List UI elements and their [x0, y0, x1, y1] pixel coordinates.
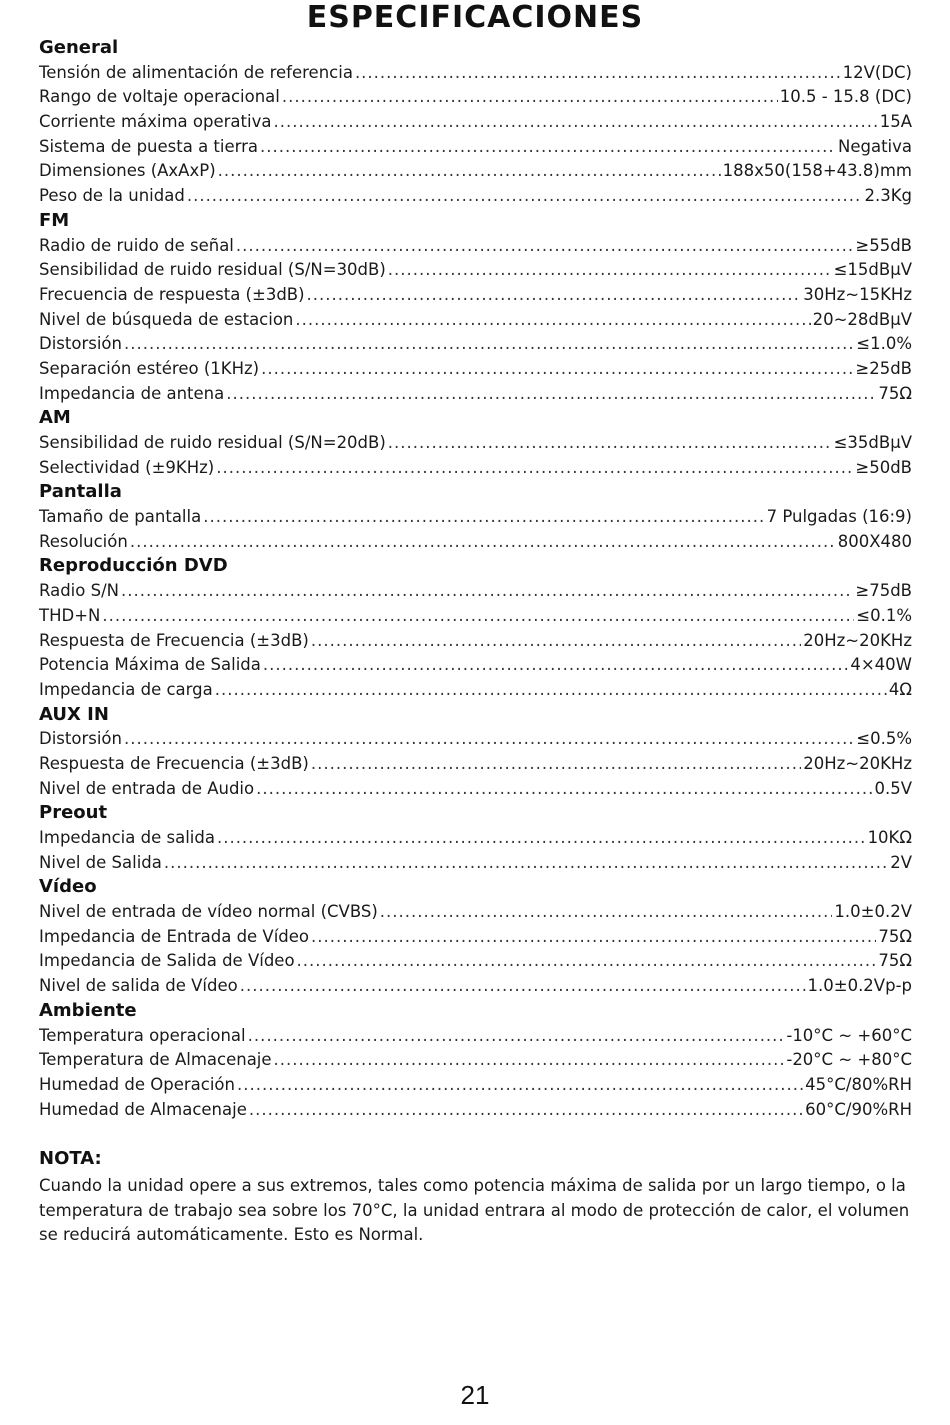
spec-row: [39, 258, 912, 283]
spec-value: ≤15dBμV: [833, 260, 912, 280]
section-heading: AUX IN: [39, 703, 109, 725]
dot-leader: [261, 357, 853, 382]
spec-label: Respuesta de Frecuencia (±3dB): [39, 753, 309, 773]
spec-value: ≤35dBμV: [833, 433, 912, 452]
spec-label: Frecuencia de respuesta (±3dB): [39, 284, 305, 304]
section-heading: Pantalla: [39, 481, 122, 503]
spec-value: 75Ω: [878, 383, 912, 403]
page-number: 21: [460, 1380, 490, 1410]
spec-value: 75Ω: [878, 926, 912, 946]
spec-value: 20~28dBμV: [812, 309, 912, 329]
dot-leader: [256, 777, 872, 802]
dot-leader: [248, 1024, 785, 1049]
dot-leader: [216, 456, 853, 481]
spec-row: [39, 505, 912, 530]
spec-value: 800X480: [837, 531, 912, 551]
note-text: Cuando la unidad opere a sus extremos, tales como potencia máxima de salida por un largo tiempo, o la temperatura de trabajo sea sobre los 70°C, la unidad entrara al modo de protección de calor, el volumen se reducirá automáticamente. Esto es Normal.: [39, 1176, 910, 1244]
spec-label: Sensibilidad de ruido residual (S/N=30dB): [39, 260, 386, 280]
spec-row: [39, 727, 912, 752]
spec-value: 20Hz~20KHz: [803, 753, 912, 773]
spec-label: Distorsión: [39, 334, 122, 354]
dot-leader: [388, 258, 832, 283]
spec-label: Nivel de Salida: [39, 852, 162, 872]
spec-label: Respuesta de Frecuencia (±3dB): [39, 630, 309, 650]
spec-row: [39, 431, 912, 456]
spec-value: 1.0±0.2V: [834, 902, 912, 922]
spec-row: [39, 332, 912, 357]
spec-value: 10.5 - 15.8 (DC): [779, 87, 912, 107]
spec-label: Dimensiones (AxAxP): [39, 161, 216, 181]
spec-row: [39, 456, 912, 481]
dot-leader: [388, 431, 832, 456]
spec-label: Temperatura operacional: [39, 1025, 246, 1045]
spec-label: Impedancia de salida: [39, 828, 215, 847]
dot-leader: [380, 900, 833, 925]
dot-leader: [240, 974, 806, 999]
spec-label: THD+N: [39, 605, 101, 625]
spec-row: [39, 974, 912, 999]
spec-row: [39, 234, 912, 259]
dot-leader: [311, 925, 876, 950]
spec-value: 45°C/80%RH: [805, 1074, 912, 1094]
spec-list: [39, 36, 912, 1122]
spec-row: [39, 110, 912, 135]
section-heading: General: [39, 37, 119, 58]
section-heading: Preout: [39, 802, 108, 824]
spec-row: [39, 283, 912, 308]
spec-row: [39, 925, 912, 950]
spec-value: 20Hz~20KHz: [803, 630, 912, 650]
spec-value: ≤1.0%: [856, 334, 912, 354]
dot-leader: [311, 629, 801, 654]
spec-label: Impedancia de antena: [39, 383, 225, 403]
section-heading: Reproducción DVD: [39, 555, 228, 577]
spec-label: Nivel de entrada de Audio: [39, 778, 255, 798]
dot-leader: [218, 159, 721, 184]
spec-row: [39, 382, 912, 407]
dot-leader: [249, 1098, 803, 1123]
spec-row: [39, 579, 912, 604]
section-heading: Ambiente: [39, 999, 137, 1021]
dot-leader: [297, 949, 877, 974]
dot-leader: [295, 308, 810, 333]
dot-leader: [164, 851, 888, 876]
dot-leader: [203, 505, 764, 530]
dot-leader: [124, 332, 854, 357]
spec-value: ≥25dB: [855, 358, 912, 378]
spec-value: -20°C ~ +80°C: [786, 1050, 912, 1070]
dot-leader: [263, 653, 848, 678]
spec-label: Radio S/N: [39, 581, 119, 601]
dot-leader: [282, 85, 778, 110]
page-title: ESPECIFICACIONES: [306, 0, 644, 35]
spec-label: Impedancia de Entrada de Vídeo: [39, 926, 310, 946]
spec-label: Distorsión: [39, 729, 122, 749]
spec-value: 4×40W: [850, 655, 912, 675]
dot-leader: [274, 1048, 785, 1073]
spec-label: Tamaño de pantalla: [39, 507, 202, 527]
spec-value: 0.5V: [874, 778, 912, 798]
spec-value: 15A: [879, 112, 912, 132]
dot-leader: [237, 1073, 803, 1098]
spec-row: [39, 1098, 912, 1123]
spec-label: Nivel de salida de Vídeo: [39, 976, 238, 996]
spec-value: ≥50dB: [855, 457, 912, 477]
spec-label: Nivel de entrada de vídeo normal (CVBS): [39, 902, 378, 922]
section-heading: AM: [39, 407, 71, 429]
spec-row: [39, 357, 912, 382]
spec-label: Humedad de Almacenaje: [39, 1099, 247, 1119]
spec-row: [39, 777, 912, 802]
dot-leader: [307, 283, 802, 308]
spec-row: [39, 1024, 912, 1049]
dot-leader: [217, 826, 866, 851]
spec-value: 2.3Kg: [864, 186, 912, 206]
dot-leader: [273, 110, 877, 135]
spec-value: ≤0.1%: [856, 605, 912, 625]
spec-row: [39, 604, 912, 629]
spec-value: 1.0±0.2Vp-p: [807, 976, 912, 996]
spec-value: 188x50(158+43.8)mm: [722, 161, 912, 181]
spec-label: Corriente máxima operativa: [39, 112, 272, 132]
spec-value: ≤0.5%: [856, 729, 912, 749]
spec-value: 7 Pulgadas (16:9): [766, 507, 912, 527]
spec-value: 30Hz~15KHz: [803, 284, 912, 304]
spec-label: Temperatura de Almacenaje: [39, 1050, 272, 1070]
spec-value: 12V(DC): [842, 62, 912, 82]
dot-leader: [215, 678, 887, 703]
dot-leader: [102, 604, 854, 629]
spec-row: [39, 1048, 912, 1073]
spec-row: [39, 184, 912, 209]
spec-label: Peso de la unidad: [39, 186, 185, 206]
spec-row: [39, 826, 912, 851]
spec-label: Resolución: [39, 531, 128, 551]
section-heading: FM: [39, 209, 70, 231]
spec-label: Impedancia de carga: [39, 679, 213, 699]
spec-row: [39, 135, 912, 160]
dot-leader: [121, 579, 853, 604]
spec-row: [39, 752, 912, 777]
spec-label: Sistema de puesta a tierra: [39, 136, 259, 156]
spec-value: ≥75dB: [855, 581, 912, 601]
spec-value: ≥55dB: [855, 235, 912, 255]
note-heading: NOTA:: [39, 1148, 102, 1169]
spec-value: 4Ω: [888, 679, 912, 699]
spec-row: [39, 949, 912, 974]
spec-label: Humedad de Operación: [39, 1074, 235, 1094]
spec-value: 2V: [890, 852, 912, 872]
spec-value: Negativa: [837, 136, 912, 156]
spec-row: [39, 1073, 912, 1098]
spec-label: Potencia Máxima de Salida: [39, 655, 261, 675]
spec-row: [39, 308, 912, 333]
spec-label: Tensión de alimentación de referencia: [39, 62, 353, 82]
dot-leader: [130, 530, 836, 555]
dot-leader: [311, 752, 801, 777]
spec-label: Radio de ruido de señal: [39, 235, 234, 255]
spec-value: -10°C ~ +60°C: [786, 1025, 912, 1045]
spec-value: 10KΩ: [867, 828, 912, 847]
spec-row: [39, 159, 912, 184]
spec-row: [39, 61, 912, 86]
spec-label: Selectividad (±9KHz): [39, 457, 215, 477]
spec-label: Rango de voltaje operacional: [39, 87, 280, 107]
spec-value: 75Ω: [878, 951, 912, 971]
spec-row: [39, 653, 912, 678]
dot-leader: [187, 184, 863, 209]
spec-row: [39, 85, 912, 110]
dot-leader: [260, 135, 836, 160]
spec-row: [39, 851, 912, 876]
spec-label: Nivel de búsqueda de estacion: [39, 309, 294, 329]
spec-row: [39, 900, 912, 925]
spec-row: [39, 530, 912, 555]
spec-value: 60°C/90%RH: [805, 1099, 912, 1119]
dot-leader: [355, 61, 841, 86]
dot-leader: [124, 727, 854, 752]
spec-label: Impedancia de Salida de Vídeo: [39, 951, 295, 971]
dot-leader: [236, 234, 853, 259]
section-heading: Vídeo: [39, 876, 97, 898]
spec-label: Separación estéreo (1KHz): [39, 358, 260, 378]
spec-row: [39, 629, 912, 654]
dot-leader: [226, 382, 876, 407]
spec-label: Sensibilidad de ruido residual (S/N=20dB): [39, 433, 386, 452]
spec-row: [39, 678, 912, 703]
